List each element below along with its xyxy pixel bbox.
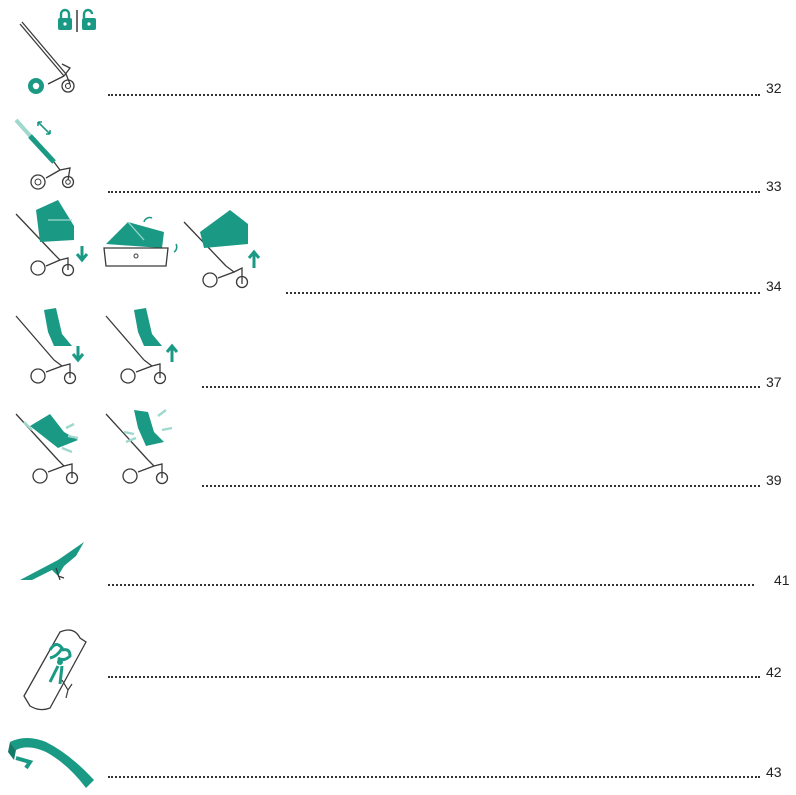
page-number[interactable]: 39 [766,472,782,488]
carrycot-remove-icon [14,196,90,280]
seat-recline-icon [14,404,88,486]
page-number[interactable]: 37 [766,374,782,390]
carrycot-hood-fold-icon [100,210,184,276]
page-number[interactable]: 42 [766,664,782,680]
dot-leader [108,94,760,96]
page-number[interactable]: 34 [766,278,782,294]
lock-icon [58,10,72,30]
page-number[interactable]: 32 [766,80,782,96]
dot-leader [108,191,760,193]
seat-attach-icon [104,306,188,386]
dot-leader [202,485,760,487]
page-number[interactable]: 43 [766,764,782,780]
footmuff-icon [18,540,90,584]
dot-leader [108,776,760,778]
unlock-icon [82,10,96,30]
seat-upright-icon [104,404,178,486]
carrycot-attach-icon [182,206,268,290]
stroller-handle-adjust-icon [14,116,84,196]
bumper-bar-icon [6,728,102,792]
seat-remove-icon [14,306,88,386]
dot-leader [108,676,760,678]
dot-leader [108,584,754,586]
dot-leader [202,386,760,388]
seat-liner-icon [22,628,88,712]
page-number[interactable]: 33 [766,178,782,194]
dot-leader [286,292,760,294]
stroller-wheel-lock-icon [18,6,118,101]
page-number[interactable]: 41 [774,572,790,588]
